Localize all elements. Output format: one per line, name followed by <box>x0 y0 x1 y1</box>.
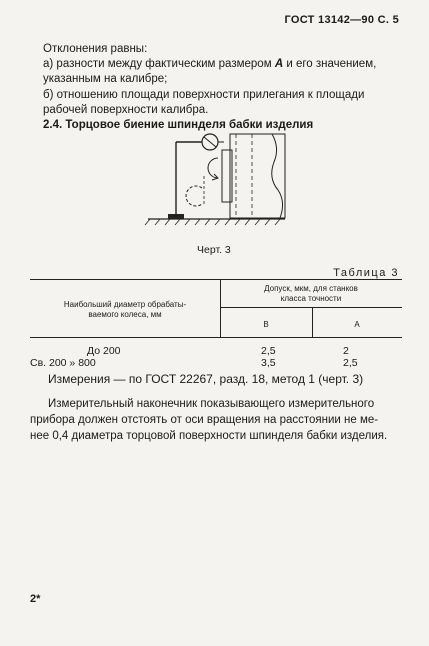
diameter-column-header: Наибольший диаметр обрабаты- ваемого колеса, мм <box>63 300 187 319</box>
value-cell: 2,5 <box>261 345 276 357</box>
diameter-cell: Св. 200 » 800 <box>30 357 96 369</box>
table-row <box>30 357 96 369</box>
intro-text: Отклонения равны: <box>43 43 148 55</box>
paragraph-line: прибора должен отстоять от оси вращения на расстоянии не ме- <box>30 414 379 426</box>
rotation-arrow-top <box>208 158 218 178</box>
class-b-header: В <box>263 320 269 329</box>
measurement-reference: Измерения — по ГОСТ 22267, разд. 18, метод 1 (черт. 3) <box>48 372 364 386</box>
item-a-continuation: указанным на калибре; <box>43 73 168 85</box>
paragraph-line: нее 0,4 диаметра торцовой поверхности шпинделя бабки изделия. <box>30 430 388 442</box>
class-a-values <box>343 345 358 369</box>
section-heading: 2.4. Торцовое биение шпинделя бабки изделия <box>43 119 314 131</box>
item-a-suffix: и его значением, <box>286 58 377 70</box>
indicator-needle <box>204 137 216 147</box>
table-title: Таблица 3 <box>333 267 399 279</box>
rotation-arrow-bottom <box>186 186 202 206</box>
diameter-cell: До 200 <box>87 345 121 357</box>
page-footer-mark: 2* <box>30 593 41 605</box>
tolerance-table <box>30 279 402 371</box>
document-header: ГОСТ 13142—90 С. 5 <box>284 14 399 26</box>
item-a-prefix: а) разности между фактическим размером <box>43 58 272 70</box>
stand-base <box>168 214 184 219</box>
item-a-line <box>43 57 393 73</box>
class-a-header: А <box>354 320 360 329</box>
value-cell: 2,5 <box>343 357 358 369</box>
base-hatching <box>145 219 280 225</box>
value-cell: 2 <box>343 345 349 357</box>
item-b-continuation: рабочей поверхности калибра. <box>43 104 209 116</box>
table-row <box>62 345 121 357</box>
value-cell: 3,5 <box>261 357 276 369</box>
figure-3-drawing <box>140 128 290 238</box>
class-b-values <box>261 345 276 369</box>
item-b-line: б) отношению площади поверхности прилегания к площади <box>43 89 365 101</box>
figure-caption: Черт. 3 <box>197 244 231 256</box>
size-symbol: A <box>274 58 284 70</box>
break-line <box>272 134 283 218</box>
tolerance-header: Допуск, мкм, для станков класса точности <box>264 284 358 303</box>
paragraph-line: Измерительный наконечник показывающего измерительного <box>48 398 375 410</box>
